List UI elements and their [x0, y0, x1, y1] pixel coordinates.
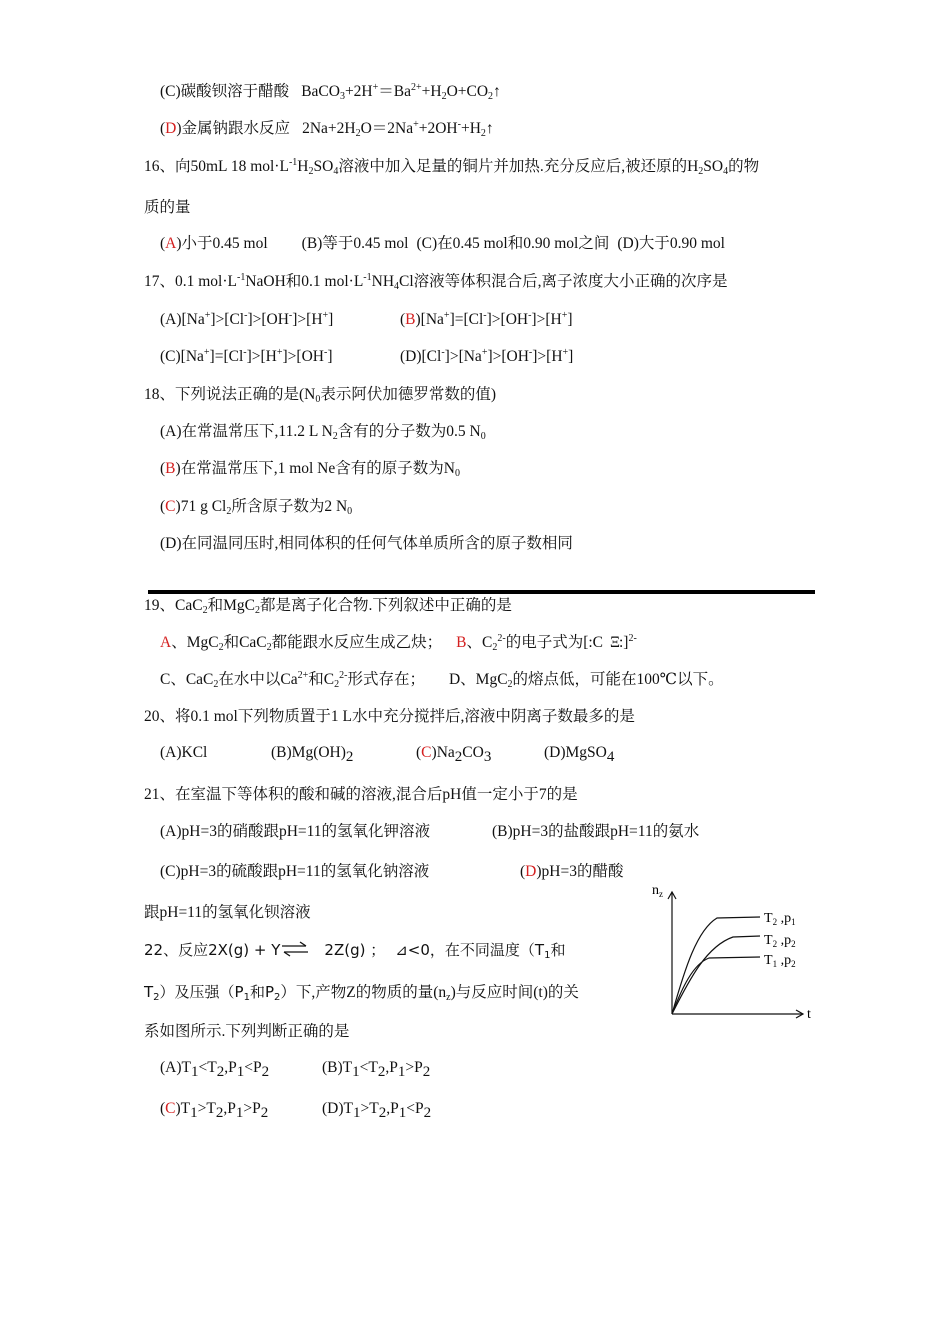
- equilibrium-arrow-icon: [280, 941, 314, 957]
- q21-option-c: (C)pH=3的硫酸跟pH=11的氢氧化钠溶液: [160, 863, 430, 880]
- q16-stem-line2: 质的量: [144, 199, 191, 216]
- q22-stem: 22、反应2X(g) + Y 2Z(g) ； ⊿<0，在不同温度（$T_1$和: [144, 941, 566, 961]
- q17-stem: 17、0.1 $mol\cdot L^{-1}NaOH$和0.1 $mol\cdot L^{-1}NH_4Cl$溶液等体积混合后,离子浓度大小正确的次序是: [144, 272, 728, 292]
- q18-option-b: (B)在常温常压下,1 mol Ne含有的原子数为$N_0$: [160, 460, 460, 479]
- q22-option-b: (B)T1<T2,P1>P2: [322, 1059, 431, 1080]
- q21-option-d: (D)pH=3的醋酸: [520, 863, 624, 880]
- q16-options: (A)小于0.45 mol (B)等于0.45 mol (C)在0.45 mol和0.90 mol之间 (D)大于0.90 mol: [160, 235, 725, 252]
- section-divider: [148, 590, 815, 594]
- q19-options-cd: C、CaC$_2$在水中以$Ca^{2+}$和$C_2^{2-}$形式存在； D、MgC$_2$的熔点低，可能在100℃以下。: [160, 670, 724, 690]
- curve-t1-p2: [672, 957, 760, 1014]
- q17-option-d: (D)[Cl-]>[Na+]>[OH-]>[H+]: [400, 347, 574, 365]
- q22-stem-line3: 系如图所示.下列判断正确的是: [144, 1023, 350, 1040]
- q22-option-a: (A)T1<T2,P1<P2: [160, 1059, 270, 1080]
- graph-y-label: $n_z$: [652, 883, 663, 899]
- q19-stem: 19、CaC$_2$和MgC$_2$都是离子化合物.下列叙述中正确的是: [144, 597, 512, 616]
- q21-option-d-line2: 跟pH=11的氢氧化钡溶液: [144, 904, 311, 921]
- q17-option-a: (A)[Na+]>[Cl-]>[OH-]>[H+]: [160, 310, 334, 328]
- q18-stem: 18、下列说法正确的是($N_0$表示阿伏加德罗常数的值): [144, 386, 497, 405]
- q21-option-b: (B)pH=3的盐酸跟pH=11的氨水: [492, 823, 700, 840]
- q17-option-b: (B)[Na+]=[Cl-]>[OH-]>[H+]: [400, 310, 573, 328]
- q22-stem-line2: $T_2$）及压强（$P_1$和$P_2$）下,产物Z的物质的量$(n_z)$与反应时间(t)的关: [144, 983, 579, 1003]
- curve-label-t2-p1: $T_2$ $,p_1$: [764, 911, 796, 927]
- q20-option-d: (D)MgSO4: [544, 744, 615, 765]
- q18-option-c: (C)71 g $Cl_2$所含原子数为2 $N_0$: [160, 498, 353, 517]
- q19-options-ab: A、MgC$_2$和CaC$_2$都能跟水反应生成乙炔； B、$C_2^{2-}$的电子式为[:C Ξ:]$^{2-}$: [160, 633, 637, 653]
- q22-option-c: (C)T1>T2,P1>P2: [160, 1100, 269, 1121]
- curve-label-t2-p2: $T_2$ $,p_2$: [764, 933, 796, 949]
- q20-stem: 20、将0.1 mol下列物质置于1 L水中充分搅拌后,溶液中阴离子数最多的是: [144, 708, 635, 725]
- q21-stem: 21、在室温下等体积的酸和碱的溶液,混合后pH值一定小于7的是: [144, 786, 578, 803]
- curve-t2-p2: [672, 936, 760, 1014]
- q18-option-a: (A)在常温常压下,11.2 L $N_2$含有的分子数为0.5 $N_0$: [160, 423, 486, 442]
- graph-x-label: t: [807, 1007, 811, 1022]
- q22-option-d: (D)T1>T2,P1<P2: [322, 1100, 432, 1121]
- curve-label-t1-p2: $T_1$ $,p_2$: [764, 953, 796, 969]
- q16-stem: 16、向50mL 18 $mol\cdot L^{-1}H_2SO_4$溶液中加入足量的铜片并加热.充分反应后,被还原的$H_2SO_4$的物: [144, 157, 760, 177]
- q20-option-c: (C)Na2CO3: [416, 744, 492, 765]
- curve-t2-p1: [672, 917, 760, 1014]
- q18-option-d: (D)在同温同压时,相同体积的任何气体单质所含的原子数相同: [160, 535, 573, 552]
- q20-option-a: (A)KCl: [160, 744, 208, 761]
- q15-option-d: (D)金属钠跟水反应 $2Na+2H_2O=2Na^++2OH^-+H_2↑$: [160, 119, 494, 139]
- q15-option-c: (C)碳酸钡溶于醋酸 $BaCO_3+2H^+=Ba^{2+}+H_2O+CO_2↑$: [160, 82, 501, 102]
- q20-option-b: (B)Mg(OH)2: [271, 744, 354, 765]
- q21-option-a: (A)pH=3的硝酸跟pH=11的氢氧化钾溶液: [160, 823, 431, 840]
- reaction-graph: [645, 878, 825, 1028]
- q17-option-c: (C)[Na+]=[Cl-]>[H+]>[OH-]: [160, 347, 333, 365]
